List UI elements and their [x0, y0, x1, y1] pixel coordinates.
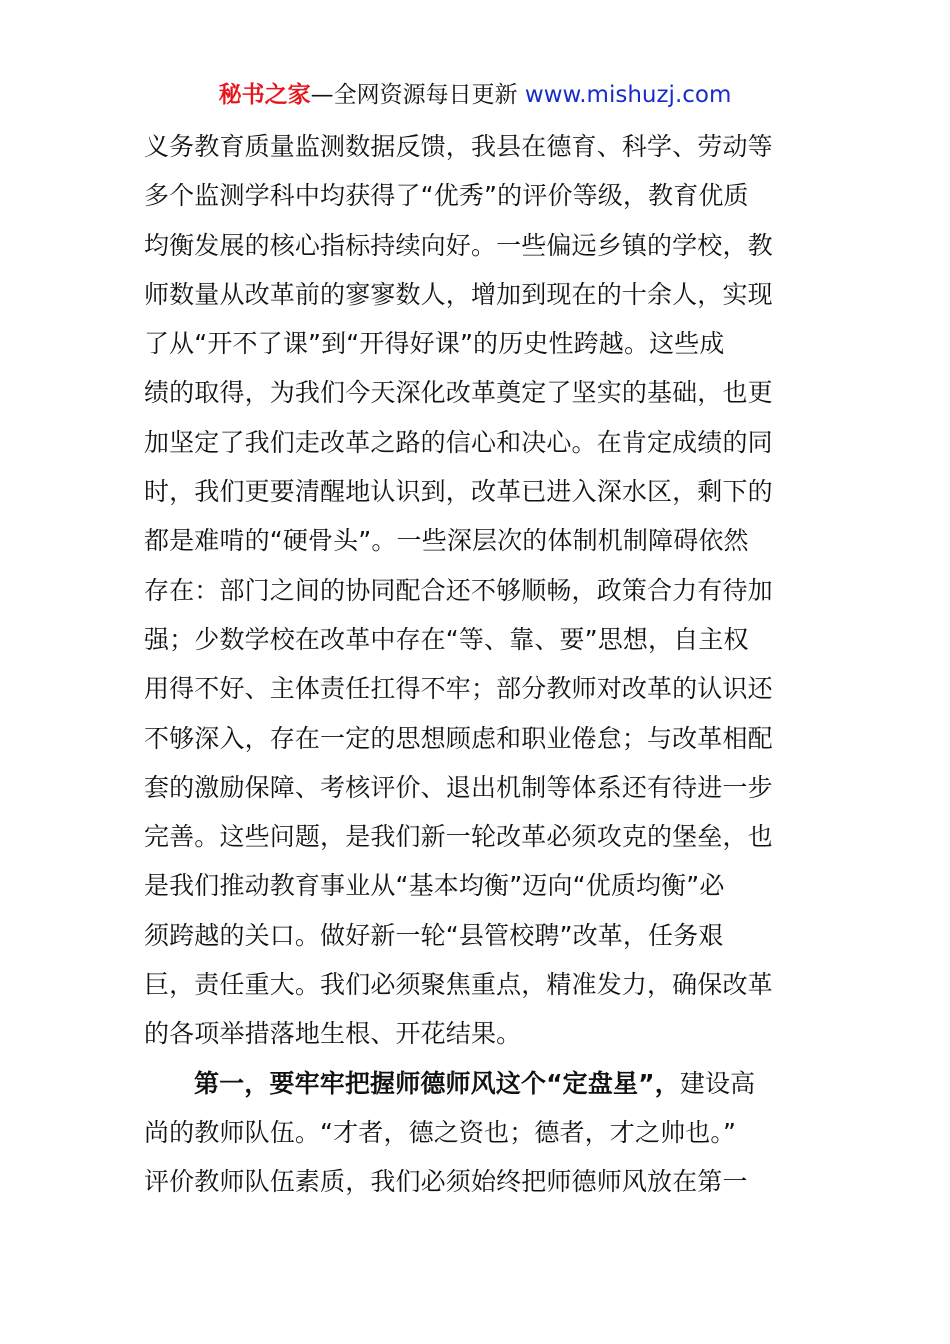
text-line: 加坚定了我们走改革之路的信心和决心。在肯定成绩的同	[144, 427, 773, 457]
text-line: 都是难啃的“硬骨头”。一些深层次的体制机制障碍依然	[144, 526, 749, 556]
text-line: 义务教育质量监测数据反馈，我县在德育、科学、劳动等	[144, 132, 773, 161]
text-line: 了从“开不了课”到“开得好课”的历史性跨越。这些成	[144, 329, 725, 359]
site-tagline: —全网资源每日更新	[310, 82, 525, 108]
text-line: 尚的教师队伍。“才者，德之资也；德者，才之帅也。”	[144, 1117, 737, 1147]
text-line: 存在：部门之间的协同配合还不够顺畅，政策合力有待加	[144, 575, 773, 605]
text-line: 的各项举措落地生根、开花结果。	[144, 1019, 522, 1049]
paragraph-bold-lead: 第一，要牢牢把握师德师风这个“定盘星”，	[194, 1068, 680, 1098]
site-brand: 秘书之家	[218, 82, 311, 108]
text-line: 完善。这些问题，是我们新一轮改革必须攻克的堡垒，也	[144, 822, 773, 852]
text-line: 套的激励保障、考核评价、退出机制等体系还有待进一步	[144, 772, 773, 802]
text-line: 强；少数学校在改革中存在“等、靠、要”思想，自主权	[144, 624, 749, 654]
document-body	[144, 122, 814, 1207]
text-line: 不够深入，存在一定的思想顾虑和职业倦怠；与改革相配	[144, 723, 773, 753]
text-line: 均衡发展的核心指标持续向好。一些偏远乡镇的学校，教	[144, 230, 773, 260]
text-line: 评价教师队伍素质，我们必须始终把师德师风放在第一	[144, 1167, 748, 1197]
text-line: 须跨越的关口。做好新一轮“县管校聘”改革，任务艰	[144, 920, 724, 950]
site-url[interactable]: www.mishuzj.com	[524, 82, 732, 108]
text-line: 多个监测学科中均获得了“优秀”的评价等级，教育优质	[144, 181, 749, 211]
text-line: 时，我们更要清醒地认识到，改革已进入深水区，剩下的	[144, 477, 773, 507]
text-line: 用得不好、主体责任扛得不牢；部分教师对改革的认识还	[144, 674, 773, 704]
paragraph-lead-rest: 建设高	[679, 1068, 756, 1098]
text-line: 绩的取得，为我们今天深化改革奠定了坚实的基础，也更	[144, 378, 773, 408]
text-line: 巨，责任重大。我们必须聚焦重点，精准发力，确保改革	[144, 970, 773, 1000]
site-header	[0, 80, 950, 110]
text-line: 是我们推动教育事业从“基本均衡”迈向“优质均衡”必	[144, 871, 725, 901]
text-line: 师数量从改革前的寥寥数人，增加到现在的十余人，实现	[144, 279, 773, 309]
paragraph-lead-line	[144, 1059, 814, 1108]
